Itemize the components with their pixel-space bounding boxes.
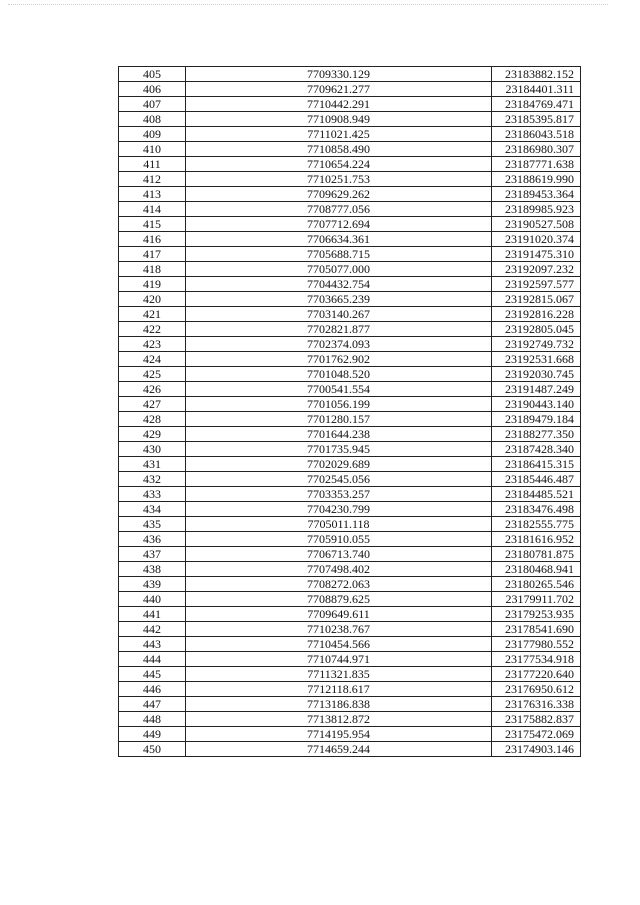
- y-coordinate-cell: 23184401.311: [492, 82, 581, 97]
- x-coordinate-cell: 7701280.157: [186, 412, 492, 427]
- point-number-cell: 423: [119, 337, 186, 352]
- table-row: [119, 547, 581, 562]
- y-coordinate-cell: 23186043.518: [492, 127, 581, 142]
- table-row: [119, 577, 581, 592]
- table-row: [119, 412, 581, 427]
- point-number-cell: 429: [119, 427, 186, 442]
- table-row: [119, 97, 581, 112]
- point-number-cell: 433: [119, 487, 186, 502]
- y-coordinate-cell: 23190443.140: [492, 397, 581, 412]
- y-coordinate-cell: 23186980.307: [492, 142, 581, 157]
- point-number-cell: 421: [119, 307, 186, 322]
- y-coordinate-cell: 23175882.837: [492, 712, 581, 727]
- table-row: [119, 187, 581, 202]
- point-number-cell: 438: [119, 562, 186, 577]
- y-coordinate-cell: 23192030.745: [492, 367, 581, 382]
- x-coordinate-cell: 7705077.000: [186, 262, 492, 277]
- y-coordinate-cell: 23186415.315: [492, 457, 581, 472]
- x-coordinate-cell: 7704432.754: [186, 277, 492, 292]
- coordinates-table-body: [119, 67, 581, 757]
- scan-header-artifact: [8, 4, 608, 15]
- x-coordinate-cell: 7710442.291: [186, 97, 492, 112]
- x-coordinate-cell: 7710251.753: [186, 172, 492, 187]
- point-number-cell: 447: [119, 697, 186, 712]
- table-row: [119, 652, 581, 667]
- x-coordinate-cell: 7703665.239: [186, 292, 492, 307]
- table-row: [119, 292, 581, 307]
- point-number-cell: 446: [119, 682, 186, 697]
- table-row: [119, 397, 581, 412]
- table-row: [119, 562, 581, 577]
- y-coordinate-cell: 23184485.521: [492, 487, 581, 502]
- y-coordinate-cell: 23188277.350: [492, 427, 581, 442]
- point-number-cell: 439: [119, 577, 186, 592]
- y-coordinate-cell: 23177534.918: [492, 652, 581, 667]
- y-coordinate-cell: 23192097.232: [492, 262, 581, 277]
- table-row: [119, 127, 581, 142]
- table-row: [119, 472, 581, 487]
- table-row: [119, 427, 581, 442]
- table-row: [119, 517, 581, 532]
- x-coordinate-cell: 7702374.093: [186, 337, 492, 352]
- y-coordinate-cell: 23174903.146: [492, 742, 581, 757]
- x-coordinate-cell: 7702821.877: [186, 322, 492, 337]
- point-number-cell: 418: [119, 262, 186, 277]
- x-coordinate-cell: 7714659.244: [186, 742, 492, 757]
- table-row: [119, 247, 581, 262]
- table-row: [119, 217, 581, 232]
- y-coordinate-cell: 23191475.310: [492, 247, 581, 262]
- x-coordinate-cell: 7701056.199: [186, 397, 492, 412]
- table-row: [119, 592, 581, 607]
- table-row: [119, 322, 581, 337]
- y-coordinate-cell: 23189479.184: [492, 412, 581, 427]
- point-number-cell: 445: [119, 667, 186, 682]
- y-coordinate-cell: 23185446.487: [492, 472, 581, 487]
- table-row: [119, 532, 581, 547]
- x-coordinate-cell: 7710454.566: [186, 637, 492, 652]
- y-coordinate-cell: 23184769.471: [492, 97, 581, 112]
- y-coordinate-cell: 23192597.577: [492, 277, 581, 292]
- point-number-cell: 425: [119, 367, 186, 382]
- table-row: [119, 682, 581, 697]
- table-row: [119, 712, 581, 727]
- x-coordinate-cell: 7700541.554: [186, 382, 492, 397]
- point-number-cell: 409: [119, 127, 186, 142]
- point-number-cell: 424: [119, 352, 186, 367]
- y-coordinate-cell: 23182555.775: [492, 517, 581, 532]
- table-row: [119, 742, 581, 757]
- y-coordinate-cell: 23191487.249: [492, 382, 581, 397]
- x-coordinate-cell: 7705910.055: [186, 532, 492, 547]
- y-coordinate-cell: 23187428.340: [492, 442, 581, 457]
- point-number-cell: 420: [119, 292, 186, 307]
- table-row: [119, 502, 581, 517]
- x-coordinate-cell: 7707712.694: [186, 217, 492, 232]
- y-coordinate-cell: 23176316.338: [492, 697, 581, 712]
- table-row: [119, 382, 581, 397]
- y-coordinate-cell: 23180265.546: [492, 577, 581, 592]
- x-coordinate-cell: 7708777.056: [186, 202, 492, 217]
- x-coordinate-cell: 7702545.056: [186, 472, 492, 487]
- y-coordinate-cell: 23175472.069: [492, 727, 581, 742]
- point-number-cell: 441: [119, 607, 186, 622]
- table-row: [119, 487, 581, 502]
- x-coordinate-cell: 7709621.277: [186, 82, 492, 97]
- y-coordinate-cell: 23180781.875: [492, 547, 581, 562]
- y-coordinate-cell: 23191020.374: [492, 232, 581, 247]
- coordinates-table: [118, 66, 581, 757]
- table-row: [119, 172, 581, 187]
- point-number-cell: 405: [119, 67, 186, 82]
- y-coordinate-cell: 23192805.045: [492, 322, 581, 337]
- point-number-cell: 414: [119, 202, 186, 217]
- point-number-cell: 410: [119, 142, 186, 157]
- x-coordinate-cell: 7712118.617: [186, 682, 492, 697]
- table-row: [119, 202, 581, 217]
- x-coordinate-cell: 7706713.740: [186, 547, 492, 562]
- table-row: [119, 157, 581, 172]
- x-coordinate-cell: 7709629.262: [186, 187, 492, 202]
- y-coordinate-cell: 23176950.612: [492, 682, 581, 697]
- y-coordinate-cell: 23192816.228: [492, 307, 581, 322]
- table-row: [119, 697, 581, 712]
- y-coordinate-cell: 23192531.668: [492, 352, 581, 367]
- point-number-cell: 435: [119, 517, 186, 532]
- table-row: [119, 277, 581, 292]
- x-coordinate-cell: 7711021.425: [186, 127, 492, 142]
- table-row: [119, 67, 581, 82]
- point-number-cell: 408: [119, 112, 186, 127]
- y-coordinate-cell: 23177220.640: [492, 667, 581, 682]
- x-coordinate-cell: 7702029.689: [186, 457, 492, 472]
- table-row: [119, 352, 581, 367]
- table-row: [119, 727, 581, 742]
- table-row: [119, 142, 581, 157]
- table-row: [119, 637, 581, 652]
- x-coordinate-cell: 7708272.063: [186, 577, 492, 592]
- table-row: [119, 337, 581, 352]
- x-coordinate-cell: 7710654.224: [186, 157, 492, 172]
- y-coordinate-cell: 23189453.364: [492, 187, 581, 202]
- y-coordinate-cell: 23183476.498: [492, 502, 581, 517]
- point-number-cell: 449: [119, 727, 186, 742]
- y-coordinate-cell: 23185395.817: [492, 112, 581, 127]
- table-row: [119, 307, 581, 322]
- point-number-cell: 444: [119, 652, 186, 667]
- table-row: [119, 457, 581, 472]
- x-coordinate-cell: 7710908.949: [186, 112, 492, 127]
- point-number-cell: 416: [119, 232, 186, 247]
- table-row: [119, 622, 581, 637]
- point-number-cell: 450: [119, 742, 186, 757]
- y-coordinate-cell: 23189985.923: [492, 202, 581, 217]
- y-coordinate-cell: 23190527.508: [492, 217, 581, 232]
- point-number-cell: 431: [119, 457, 186, 472]
- point-number-cell: 412: [119, 172, 186, 187]
- x-coordinate-cell: 7701762.902: [186, 352, 492, 367]
- y-coordinate-cell: 23183882.152: [492, 67, 581, 82]
- point-number-cell: 422: [119, 322, 186, 337]
- y-coordinate-cell: 23178541.690: [492, 622, 581, 637]
- x-coordinate-cell: 7703353.257: [186, 487, 492, 502]
- point-number-cell: 436: [119, 532, 186, 547]
- table-row: [119, 442, 581, 457]
- x-coordinate-cell: 7703140.267: [186, 307, 492, 322]
- x-coordinate-cell: 7710858.490: [186, 142, 492, 157]
- point-number-cell: 448: [119, 712, 186, 727]
- point-number-cell: 440: [119, 592, 186, 607]
- x-coordinate-cell: 7705688.715: [186, 247, 492, 262]
- table-row: [119, 232, 581, 247]
- x-coordinate-cell: 7711321.835: [186, 667, 492, 682]
- x-coordinate-cell: 7709330.129: [186, 67, 492, 82]
- y-coordinate-cell: 23179253.935: [492, 607, 581, 622]
- y-coordinate-cell: 23181616.952: [492, 532, 581, 547]
- x-coordinate-cell: 7709649.611: [186, 607, 492, 622]
- y-coordinate-cell: 23180468.941: [492, 562, 581, 577]
- y-coordinate-cell: 23177980.552: [492, 637, 581, 652]
- y-coordinate-cell: 23192815.067: [492, 292, 581, 307]
- point-number-cell: 415: [119, 217, 186, 232]
- point-number-cell: 419: [119, 277, 186, 292]
- y-coordinate-cell: 23192749.732: [492, 337, 581, 352]
- table-row: [119, 82, 581, 97]
- point-number-cell: 442: [119, 622, 186, 637]
- table-row: [119, 262, 581, 277]
- x-coordinate-cell: 7706634.361: [186, 232, 492, 247]
- point-number-cell: 406: [119, 82, 186, 97]
- x-coordinate-cell: 7710744.971: [186, 652, 492, 667]
- y-coordinate-cell: 23187771.638: [492, 157, 581, 172]
- table-row: [119, 667, 581, 682]
- point-number-cell: 427: [119, 397, 186, 412]
- y-coordinate-cell: 23188619.990: [492, 172, 581, 187]
- x-coordinate-cell: 7704230.799: [186, 502, 492, 517]
- point-number-cell: 432: [119, 472, 186, 487]
- x-coordinate-cell: 7707498.402: [186, 562, 492, 577]
- point-number-cell: 411: [119, 157, 186, 172]
- table-row: [119, 607, 581, 622]
- x-coordinate-cell: 7708879.625: [186, 592, 492, 607]
- point-number-cell: 434: [119, 502, 186, 517]
- x-coordinate-cell: 7710238.767: [186, 622, 492, 637]
- x-coordinate-cell: 7714195.954: [186, 727, 492, 742]
- x-coordinate-cell: 7701644.238: [186, 427, 492, 442]
- x-coordinate-cell: 7701735.945: [186, 442, 492, 457]
- point-number-cell: 443: [119, 637, 186, 652]
- point-number-cell: 437: [119, 547, 186, 562]
- point-number-cell: 428: [119, 412, 186, 427]
- point-number-cell: 413: [119, 187, 186, 202]
- table-row: [119, 112, 581, 127]
- point-number-cell: 430: [119, 442, 186, 457]
- point-number-cell: 426: [119, 382, 186, 397]
- point-number-cell: 407: [119, 97, 186, 112]
- point-number-cell: 417: [119, 247, 186, 262]
- x-coordinate-cell: 7713812.872: [186, 712, 492, 727]
- x-coordinate-cell: 7705011.118: [186, 517, 492, 532]
- table-row: [119, 367, 581, 382]
- x-coordinate-cell: 7701048.520: [186, 367, 492, 382]
- y-coordinate-cell: 23179911.702: [492, 592, 581, 607]
- x-coordinate-cell: 7713186.838: [186, 697, 492, 712]
